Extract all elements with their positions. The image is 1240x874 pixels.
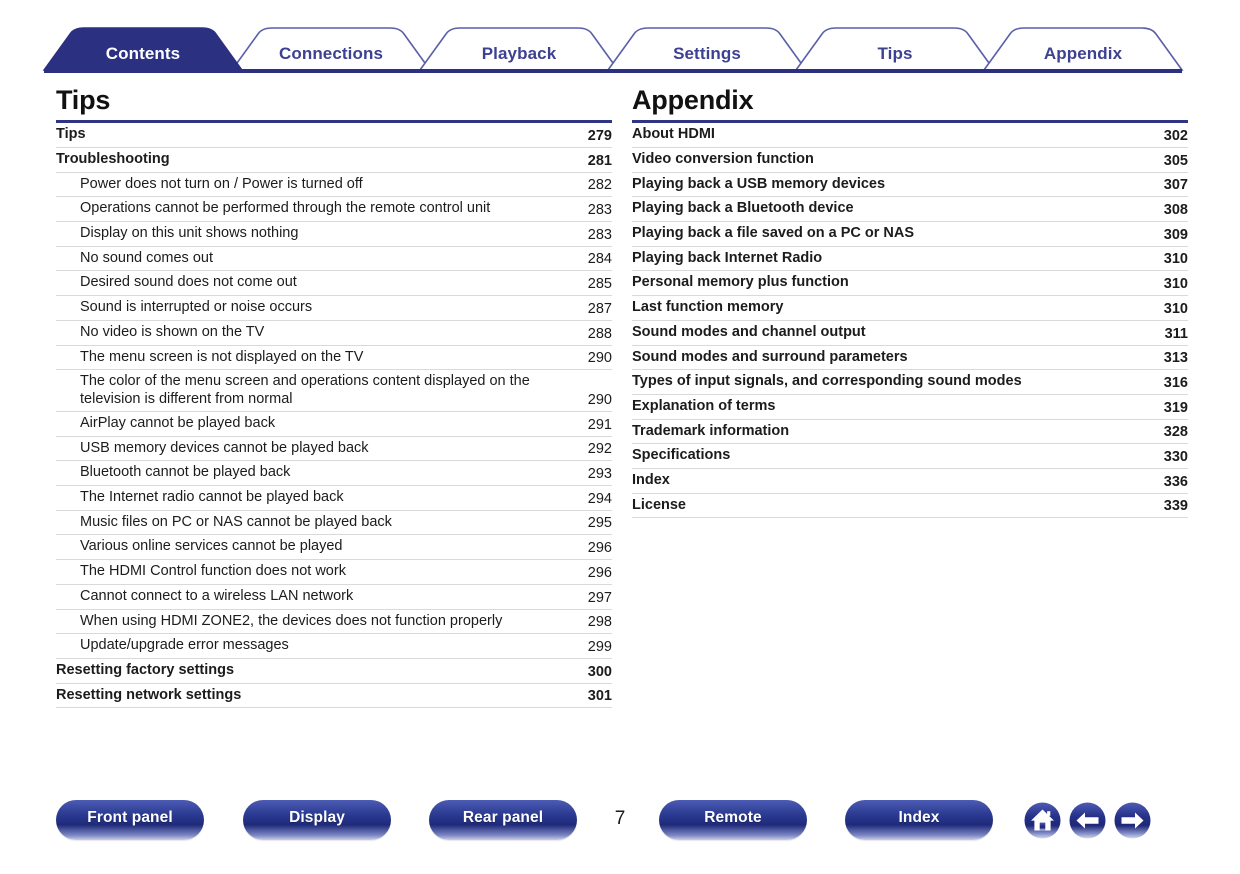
toc-row[interactable]: [56, 461, 612, 486]
toc-row[interactable]: [56, 172, 612, 197]
toc-entry-page: 308: [1150, 197, 1188, 222]
home-icon: [1024, 802, 1061, 839]
left-column: [56, 86, 612, 708]
toc-row[interactable]: [632, 123, 1188, 147]
toc-row[interactable]: [56, 296, 612, 321]
footer-bar: [0, 800, 1240, 858]
toc-row[interactable]: [632, 444, 1188, 469]
toc-row[interactable]: [56, 560, 612, 585]
toc-entry-label: Index: [632, 468, 1150, 493]
toc-entry-page: 285: [574, 271, 612, 296]
toc-row[interactable]: [632, 370, 1188, 395]
toc-entry-label: Various online services cannot be played: [56, 535, 574, 560]
toc-entry-label: License: [632, 493, 1150, 518]
toc-entry-page: 296: [574, 560, 612, 585]
toc-entry-page: 339: [1150, 493, 1188, 518]
toc-row[interactable]: [632, 394, 1188, 419]
toc-entry-label: Sound is interrupted or noise occurs: [56, 296, 574, 321]
toc-entry-page: 288: [574, 320, 612, 345]
toc-entry-label: Resetting network settings: [56, 683, 574, 708]
toc-entry-page: 283: [574, 222, 612, 247]
toc-row[interactable]: [632, 296, 1188, 321]
left-column-title: Tips: [56, 85, 111, 115]
toc-row[interactable]: [632, 246, 1188, 271]
toc-row[interactable]: [632, 468, 1188, 493]
tab-settings[interactable]: Settings: [673, 44, 741, 63]
toc-entry-page: 290: [574, 370, 612, 412]
toc-entry-page: 297: [574, 584, 612, 609]
toc-row[interactable]: [632, 172, 1188, 197]
toc-entry-page: 316: [1150, 370, 1188, 395]
front-panel-button[interactable]: [56, 800, 204, 840]
front-panel-label: Front panel: [87, 809, 173, 826]
toc-entry-label: Sound modes and surround parameters: [632, 345, 1150, 370]
toc-entry-page: 299: [574, 634, 612, 659]
toc-row[interactable]: [56, 584, 612, 609]
tab-appendix[interactable]: Appendix: [1043, 44, 1123, 63]
toc-row[interactable]: [56, 683, 612, 708]
toc-entry-label: Personal memory plus function: [632, 271, 1150, 296]
toc-entry-page: 281: [574, 148, 612, 173]
right-column-title: Appendix: [632, 85, 754, 115]
toc-entry-label: Playing back a Bluetooth device: [632, 197, 1150, 222]
toc-entry-label: No sound comes out: [56, 246, 574, 271]
toc-row[interactable]: [632, 320, 1188, 345]
toc-row[interactable]: [56, 634, 612, 659]
toc-entry-page: 305: [1150, 148, 1188, 173]
toc-entry-label: Operations cannot be performed through the remote control unit: [56, 197, 574, 222]
toc-entry-page: 310: [1150, 296, 1188, 321]
toc-entry-label: Explanation of terms: [632, 394, 1150, 419]
toc-row[interactable]: [56, 246, 612, 271]
toc-row[interactable]: [56, 271, 612, 296]
toc-entry-page: 310: [1150, 271, 1188, 296]
toc-entry-label: Sound modes and channel output: [632, 320, 1150, 345]
toc-row[interactable]: [56, 370, 612, 412]
toc-entry-page: 290: [574, 345, 612, 370]
toc-row[interactable]: [56, 123, 612, 147]
toc-entry-page: 284: [574, 246, 612, 271]
toc-entry-label: Resetting factory settings: [56, 658, 574, 683]
forward-button[interactable]: [1114, 802, 1151, 839]
display-label: Display: [289, 809, 345, 826]
toc-entry-label: Types of input signals, and corresponding sound modes: [632, 370, 1150, 395]
toc-entry-page: 300: [574, 658, 612, 683]
toc-entry-label: Playing back a USB memory devices: [632, 172, 1150, 197]
toc-row[interactable]: [632, 197, 1188, 222]
toc-row[interactable]: [56, 197, 612, 222]
home-button[interactable]: [1024, 802, 1061, 839]
toc-entry-page: 319: [1150, 394, 1188, 419]
toc-entry-label: Power does not turn on / Power is turned off: [56, 172, 574, 197]
index-button[interactable]: [845, 800, 993, 840]
rear-panel-button[interactable]: [429, 800, 577, 840]
toc-entry-page: 296: [574, 535, 612, 560]
toc-entry-page: 310: [1150, 246, 1188, 271]
toc-entry-label: About HDMI: [632, 123, 1150, 147]
tab-tips[interactable]: Tips: [877, 44, 913, 63]
toc-row[interactable]: [56, 222, 612, 247]
tab-baseline: [44, 69, 1182, 73]
toc-entry-label: Video conversion function: [632, 148, 1150, 173]
toc-row[interactable]: [56, 486, 612, 511]
toc-entry-label: Update/upgrade error messages: [56, 634, 574, 659]
remote-label: Remote: [704, 809, 762, 826]
toc-entry-page: 283: [574, 197, 612, 222]
toc-entry-label: The menu screen is not displayed on the TV: [56, 345, 574, 370]
toc-entry-label: Music files on PC or NAS cannot be played back: [56, 510, 574, 535]
toc-entry-label: Cannot connect to a wireless LAN network: [56, 584, 574, 609]
right-toc-table: [632, 123, 1188, 518]
back-button[interactable]: [1069, 802, 1106, 839]
toc-entry-label: The HDMI Control function does not work: [56, 560, 574, 585]
toc-entry-page: 309: [1150, 222, 1188, 247]
tab-connections[interactable]: Connections: [278, 44, 384, 63]
toc-row[interactable]: [56, 609, 612, 634]
toc-entry-page: 293: [574, 461, 612, 486]
toc-entry-label: Playing back a file saved on a PC or NAS: [632, 222, 1150, 247]
toc-row[interactable]: [56, 436, 612, 461]
toc-entry-page: 298: [574, 609, 612, 634]
toc-row[interactable]: [632, 493, 1188, 518]
toc-entry-page: 282: [574, 172, 612, 197]
toc-entry-label: Trademark information: [632, 419, 1150, 444]
toc-entry-page: 336: [1150, 468, 1188, 493]
toc-entry-label: When using HDMI ZONE2, the devices does not function properly: [56, 609, 574, 634]
toc-entry-page: 279: [574, 123, 612, 147]
toc-entry-page: 301: [574, 683, 612, 708]
toc-row[interactable]: [56, 535, 612, 560]
toc-row[interactable]: [632, 345, 1188, 370]
index-label: Index: [898, 809, 940, 826]
toc-row[interactable]: [632, 222, 1188, 247]
toc-row[interactable]: [56, 412, 612, 437]
toc-entry-label: The Internet radio cannot be played back: [56, 486, 574, 511]
display-button[interactable]: [243, 800, 391, 840]
tab-bar: [0, 0, 1240, 82]
toc-entry-page: 291: [574, 412, 612, 437]
toc-entry-page: 287: [574, 296, 612, 321]
toc-entry-label: Desired sound does not come out: [56, 271, 574, 296]
toc-entry-page: 307: [1150, 172, 1188, 197]
toc-entry-page: 311: [1150, 320, 1188, 345]
arrow-left-icon: [1069, 802, 1106, 839]
toc-row[interactable]: [56, 148, 612, 173]
tab-contents[interactable]: Contents: [105, 44, 181, 63]
toc-row[interactable]: [632, 271, 1188, 296]
toc-row[interactable]: [632, 419, 1188, 444]
toc-entry-label: Last function memory: [632, 296, 1150, 321]
page-number: 7: [614, 808, 626, 829]
toc-entry-page: 292: [574, 436, 612, 461]
toc-entry-page: 295: [574, 510, 612, 535]
toc-entry-label: Display on this unit shows nothing: [56, 222, 574, 247]
toc-row[interactable]: [56, 345, 612, 370]
toc-entry-label: USB memory devices cannot be played back: [56, 436, 574, 461]
toc-entry-page: 313: [1150, 345, 1188, 370]
toc-row[interactable]: [56, 320, 612, 345]
toc-entry-label: Specifications: [632, 444, 1150, 469]
toc-row[interactable]: [56, 658, 612, 683]
toc-entry-label: Bluetooth cannot be played back: [56, 461, 574, 486]
toc-entry-label: Playing back Internet Radio: [632, 246, 1150, 271]
arrow-right-icon: [1114, 802, 1151, 839]
toc-entry-label: Troubleshooting: [56, 148, 574, 173]
rear-panel-label: Rear panel: [462, 809, 544, 826]
tab-playback[interactable]: Playback: [481, 44, 557, 63]
right-column: [632, 86, 1188, 518]
toc-entry-page: 328: [1150, 419, 1188, 444]
left-toc-table: [56, 123, 612, 708]
toc-entry-label: The color of the menu screen and operations content displayed on the television is different from normal: [56, 370, 574, 412]
remote-button[interactable]: [659, 800, 807, 840]
tab-bar-shapes: [0, 0, 1240, 82]
toc-entry-label: No video is shown on the TV: [56, 320, 574, 345]
toc-entry-label: Tips: [56, 123, 574, 147]
toc-entry-label: AirPlay cannot be played back: [56, 412, 574, 437]
toc-row[interactable]: [56, 510, 612, 535]
toc-entry-page: 302: [1150, 123, 1188, 147]
toc-row[interactable]: [632, 148, 1188, 173]
toc-entry-page: 330: [1150, 444, 1188, 469]
toc-entry-page: 294: [574, 486, 612, 511]
